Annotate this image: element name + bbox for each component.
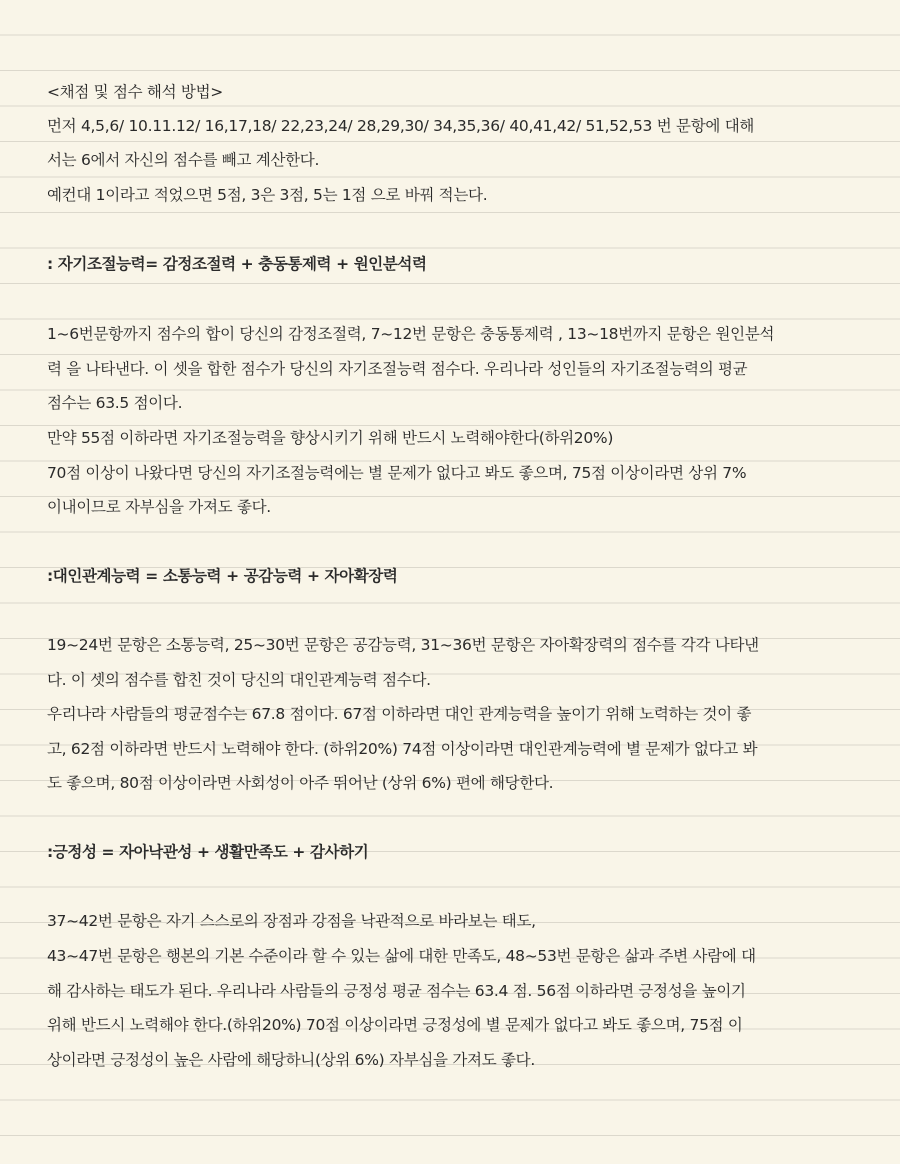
paragraph-line: 위해 반드시 노력해야 한다.(하위20%) 70점 이상이라면 긍정성에 별 문제가 없다고 봐도 좋으며, 75점 이 bbox=[47, 1016, 743, 1034]
scoring-title: <채점 및 점수 해석 방법> bbox=[47, 83, 223, 101]
paragraph-line: 다. 이 셋의 점수를 합친 것이 당신의 대인관계능력 점수다. bbox=[47, 671, 431, 689]
paragraph-line: 70점 이상이 나왔다면 당신의 자기조절능력에는 별 문제가 없다고 봐도 좋으며, 75점 이상이라면 상위 7% bbox=[47, 464, 747, 482]
paragraph-line: 이내이므로 자부심을 가져도 좋다. bbox=[47, 498, 271, 516]
paragraph-line: 우리나라 사람들의 평균점수는 67.8 점이다. 67점 이하라면 대인 관계능력을 높이기 위해 노력하는 것이 좋 bbox=[47, 705, 752, 723]
intro-line: 예컨대 1이라고 적었으면 5점, 3은 3점, 5는 1점 으로 바꿔 적는다. bbox=[47, 186, 488, 204]
paragraph-line: 점수는 63.5 점이다. bbox=[47, 394, 183, 412]
paragraph-line: 도 좋으며, 80점 이상이라면 사회성이 아주 뛰어난 (상위 6%) 편에 해당한다. bbox=[47, 774, 554, 792]
paragraph-line: 상이라면 긍정성이 높은 사람에 해당하니(상위 6%) 자부심을 가져도 좋다. bbox=[47, 1051, 535, 1069]
section-heading-interpersonal: :대인관계능력 = 소통능력 + 공감능력 + 자아확장력 bbox=[47, 567, 398, 585]
paragraph-line: 해 감사하는 태도가 된다. 우리나라 사람들의 긍정성 평균 점수는 63.4 점. 56점 이하라면 긍정성을 높이기 bbox=[47, 982, 746, 1000]
section-heading-self-regulation: : 자기조절능력= 감정조절력 + 충동통제력 + 원인분석력 bbox=[47, 255, 427, 273]
paragraph-line: 43~47번 문항은 행본의 기본 수준이라 할 수 있는 삶에 대한 만족도, 48~53번 문항은 삶과 주변 사람에 대 bbox=[47, 947, 756, 965]
intro-line: 서는 6에서 자신의 점수를 빼고 계산한다. bbox=[47, 151, 320, 169]
paragraph-line: 37~42번 문항은 자기 스스로의 장점과 강점을 낙관적으로 바라보는 태도, bbox=[47, 912, 536, 930]
intro-line: 먼저 4,5,6/ 10.11.12/ 16,17,18/ 22,23,24/ 28,29,30/ 34,35,36/ 40,41,42/ 51,52,53 번 문항에 대해 bbox=[47, 117, 755, 135]
paragraph-line: 고, 62점 이하라면 반드시 노력해야 한다. (하위20%) 74점 이상이라면 대인관계능력에 별 문제가 없다고 봐 bbox=[47, 740, 758, 758]
section-heading-positivity: :긍정성 = 자아낙관성 + 생활만족도 + 감사하기 bbox=[47, 843, 369, 861]
paragraph-line: 1~6번문항까지 점수의 합이 당신의 감정조절력, 7~12번 문항은 충동통제력 , 13~18번까지 문항은 원인분석 bbox=[47, 325, 775, 343]
paragraph-line: 력 을 나타낸다. 이 셋을 합한 점수가 당신의 자기조절능력 점수다. 우리나라 성인들의 자기조절능력의 평균 bbox=[47, 360, 748, 378]
paragraph-line: 만약 55점 이하라면 자기조절능력을 향상시키기 위해 반드시 노력해야한다(하위20%) bbox=[47, 429, 614, 447]
paragraph-line: 19~24번 문항은 소통능력, 25~30번 문항은 공감능력, 31~36번 문항은 자아확장력의 점수를 각각 나타낸 bbox=[47, 636, 759, 654]
